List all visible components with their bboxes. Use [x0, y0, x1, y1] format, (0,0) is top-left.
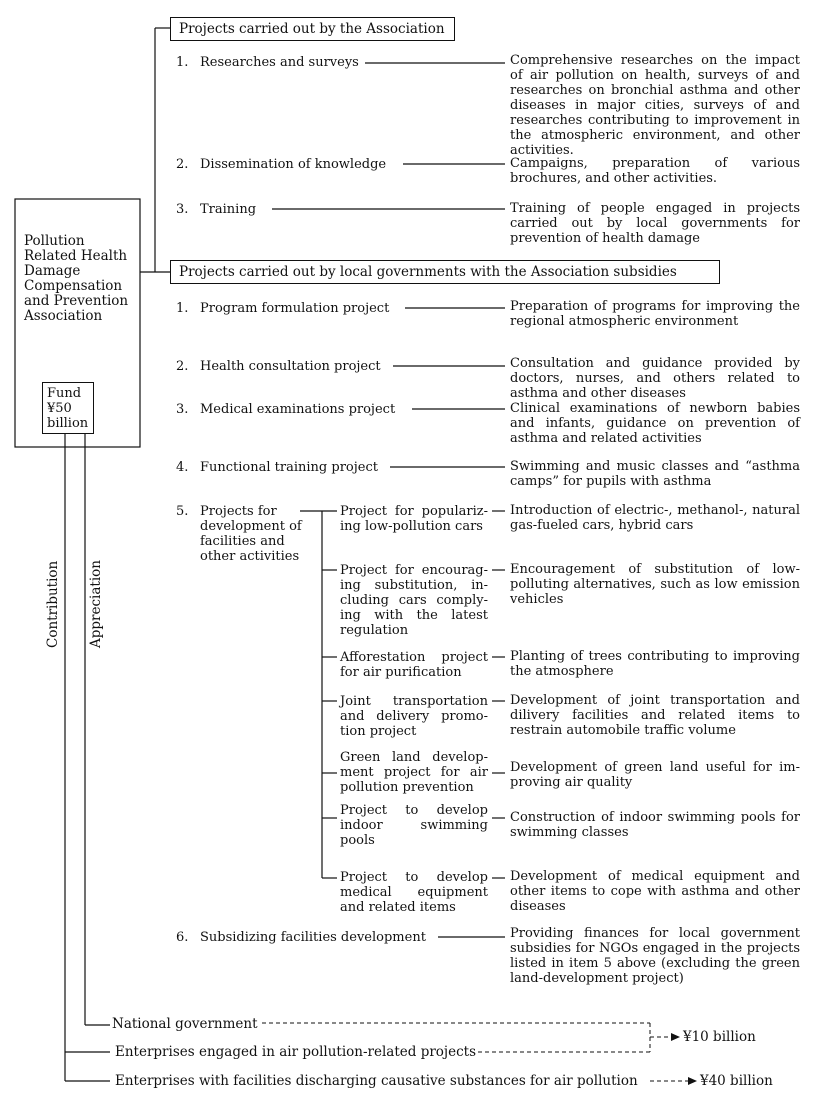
association-name: Pollution Related Health Damage Compensation and Prevention Association	[24, 233, 129, 324]
local-item-6-label: Subsidizing facilities development	[200, 930, 426, 945]
contribution-label: Contribution	[45, 560, 61, 648]
local-item-1-desc: Preparation of programs for improving the regional atmospheric environment	[510, 299, 800, 329]
subitem-2-desc: Encouragement of substitution of low-polluting alternatives, such as low emission vehicles	[510, 562, 800, 607]
local-item-1-num: 1.	[176, 301, 189, 316]
assoc-item-3-desc: Training of people engaged in projects carried out by local governments for prevention of health damage	[510, 201, 800, 246]
local-item-6-desc: Providing finances for local government subsidies for NGOs engaged in the projects listed in item 5 above (excluding the green land-development project)	[510, 926, 800, 986]
local-item-5-num: 5.	[176, 504, 189, 519]
local-item-3-label: Medical examinations project	[200, 402, 396, 417]
subitem-3-desc: Planting of trees contributing to improving the atmosphere	[510, 649, 800, 679]
subitem-1-desc: Introduction of electric-, methanol-, natural gas-fueled cars, hybrid cars	[510, 503, 800, 533]
assoc-item-3-num: 3.	[176, 202, 189, 217]
amount-40-billion: ¥40 billion	[700, 1073, 773, 1089]
assoc-item-1-label: Researches and surveys	[200, 55, 359, 70]
local-item-2-label: Health consultation project	[200, 359, 381, 374]
local-item-3-num: 3.	[176, 402, 189, 417]
subitem-3-label: Afforestation project for air purification	[340, 650, 488, 680]
assoc-item-3-label: Training	[200, 202, 257, 217]
assoc-item-2-label: Dissemination of knowledge	[200, 157, 387, 172]
assoc-item-1-num: 1.	[176, 55, 189, 70]
local-item-4-num: 4.	[176, 460, 189, 475]
local-item-4-desc: Swimming and music classes and “asthma camps” for pupils with asthma	[510, 459, 800, 489]
amount-10-billion: ¥10 billion	[683, 1029, 756, 1045]
subitem-7-label: Project to develop medical equipment and related items	[340, 870, 488, 915]
subitem-7-desc: Development of medical equipment and other items to cope with asthma and other diseases	[510, 869, 800, 914]
local-item-2-desc: Consultation and guidance provided by doctors, nurses, and others related to asthma and other diseases	[510, 356, 800, 401]
subitem-6-desc: Construction of indoor swimming pools for swimming classes	[510, 810, 800, 840]
subitem-5-label: Green land develop-ment project for air pollution prevention	[340, 750, 488, 795]
local-item-2-num: 2.	[176, 359, 189, 374]
subitem-2-label: Project for encourag-ing substitution, in-cluding cars comply-ing with the latest regulation	[340, 563, 488, 638]
subitem-4-desc: Development of joint transportation and dilivery facilities and related items to restrain automobile traffic volume	[510, 693, 800, 738]
enterprises-air-label: Enterprises engaged in air pollution-related projects	[115, 1044, 477, 1060]
assoc-item-2-num: 2.	[176, 157, 189, 172]
local-item-5-label: Projects for development of facilities and other activities	[200, 504, 302, 564]
local-item-6-num: 6.	[176, 930, 189, 945]
local-item-3-desc: Clinical examinations of newborn babies and infants, guidance on prevention of asthma and related activities	[510, 401, 800, 446]
subitem-5-desc: Development of green land useful for im-proving air quality	[510, 760, 800, 790]
appreciation-label: Appreciation	[88, 560, 104, 648]
association-projects-header: Projects carried out by the Association	[170, 17, 455, 41]
national-government-label: National government	[112, 1016, 258, 1032]
assoc-item-1-desc: Comprehensive researches on the impact of air pollution on health, surveys of and researches on bronchial asthma and other diseases in major cities, surveys of and researches contributing to improvement in the atmospheric environment, and other activities.	[510, 53, 800, 158]
local-projects-header: Projects carried out by local governments with the Association subsidies	[170, 260, 720, 284]
subitem-4-label: Joint transportation and delivery promo-tion project	[340, 694, 488, 739]
enterprises-discharge-label: Enterprises with facilities discharging causative substances for air pollution	[115, 1073, 638, 1089]
fund-box: Fund ¥50 billion	[42, 382, 94, 434]
subitem-6-label: Project to develop indoor swimming pools	[340, 803, 488, 848]
local-item-1-label: Program formulation project	[200, 301, 390, 316]
local-item-4-label: Functional training project	[200, 460, 378, 475]
assoc-item-2-desc: Campaigns, preparation of various brochures, and other activities.	[510, 156, 800, 186]
subitem-1-label: Project for populariz-ing low-pollution cars	[340, 504, 488, 534]
